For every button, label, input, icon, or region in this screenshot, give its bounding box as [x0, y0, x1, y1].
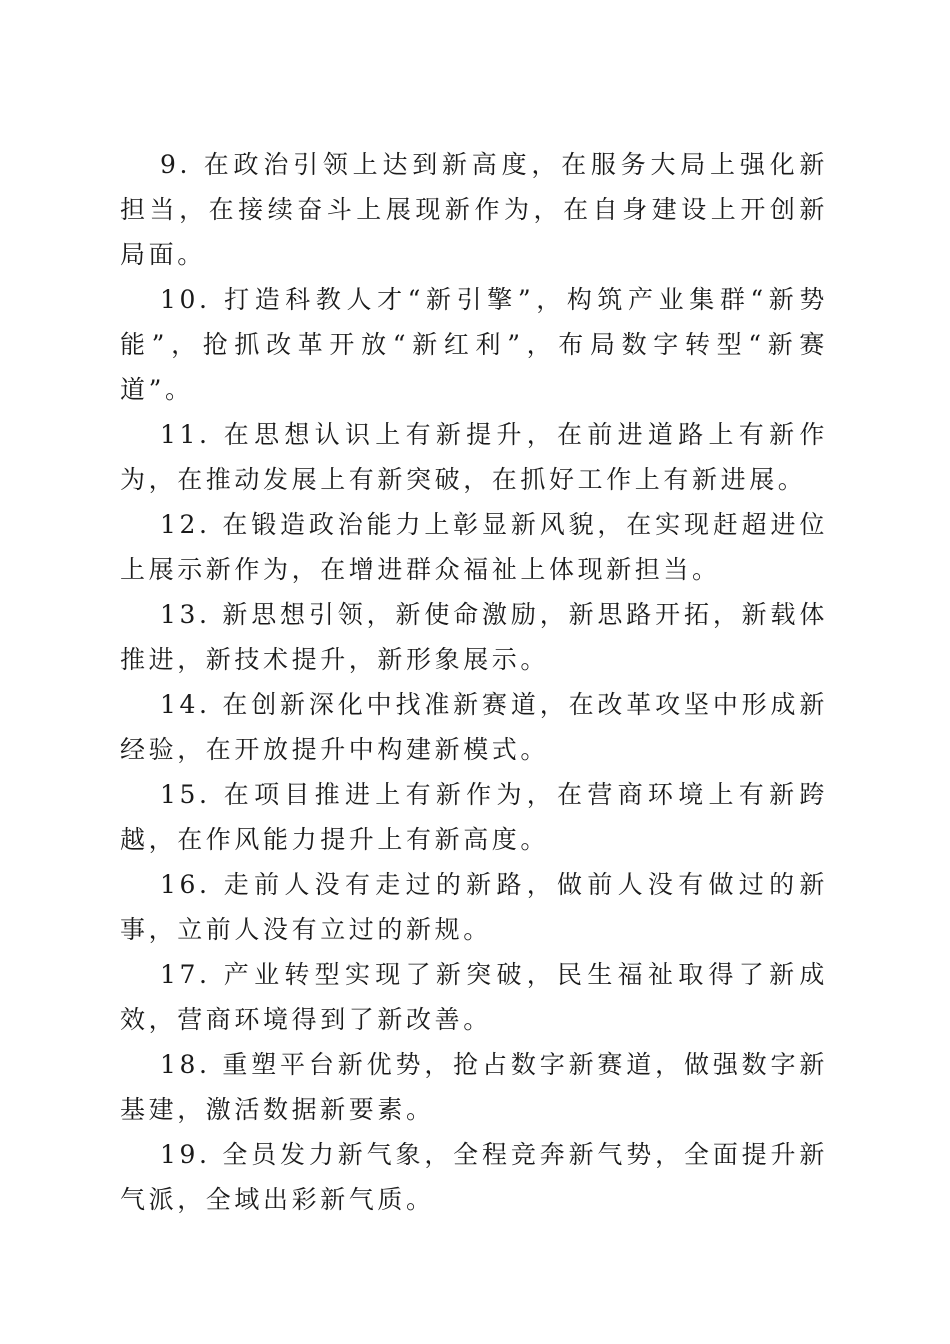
list-item: 12. 在锻造政治能力上彰显新风貌，在实现赶超进位上展示新作为，在增进群众福祉上体现新担当。	[120, 510, 828, 584]
list-item: 10. 打造科教人才“新引擎”，构筑产业集群“新势能”，抢抓改革开放“新红利”，布局数字转型“新赛道”。	[120, 285, 828, 404]
list-item: 9. 在政治引领上达到新高度，在服务大局上强化新担当，在接续奋斗上展现新作为，在自身建设上开创新局面。	[120, 150, 828, 269]
list-item: 18. 重塑平台新优势，抢占数字新赛道，做强数字新基建，激活数据新要素。	[120, 1050, 828, 1124]
list-item: 14. 在创新深化中找准新赛道，在改革攻坚中形成新经验，在开放提升中构建新模式。	[120, 690, 828, 764]
list-item: 15. 在项目推进上有新作为，在营商环境上有新跨越，在作风能力提升上有新高度。	[120, 780, 828, 854]
list-item: 19. 全员发力新气象，全程竞奔新气势，全面提升新气派，全域出彩新气质。	[120, 1140, 828, 1214]
list-item: 11. 在思想认识上有新提升，在前进道路上有新作为，在推动发展上有新突破，在抓好工作上有新进展。	[120, 420, 828, 494]
list-item: 16. 走前人没有走过的新路，做前人没有做过的新事，立前人没有立过的新规。	[120, 870, 828, 944]
document-page	[120, 142, 828, 1222]
list-item: 13. 新思想引领，新使命激励，新思路开拓，新载体推进，新技术提升，新形象展示。	[120, 600, 828, 674]
list-item: 17. 产业转型实现了新突破，民生福祉取得了新成效，营商环境得到了新改善。	[120, 960, 828, 1034]
